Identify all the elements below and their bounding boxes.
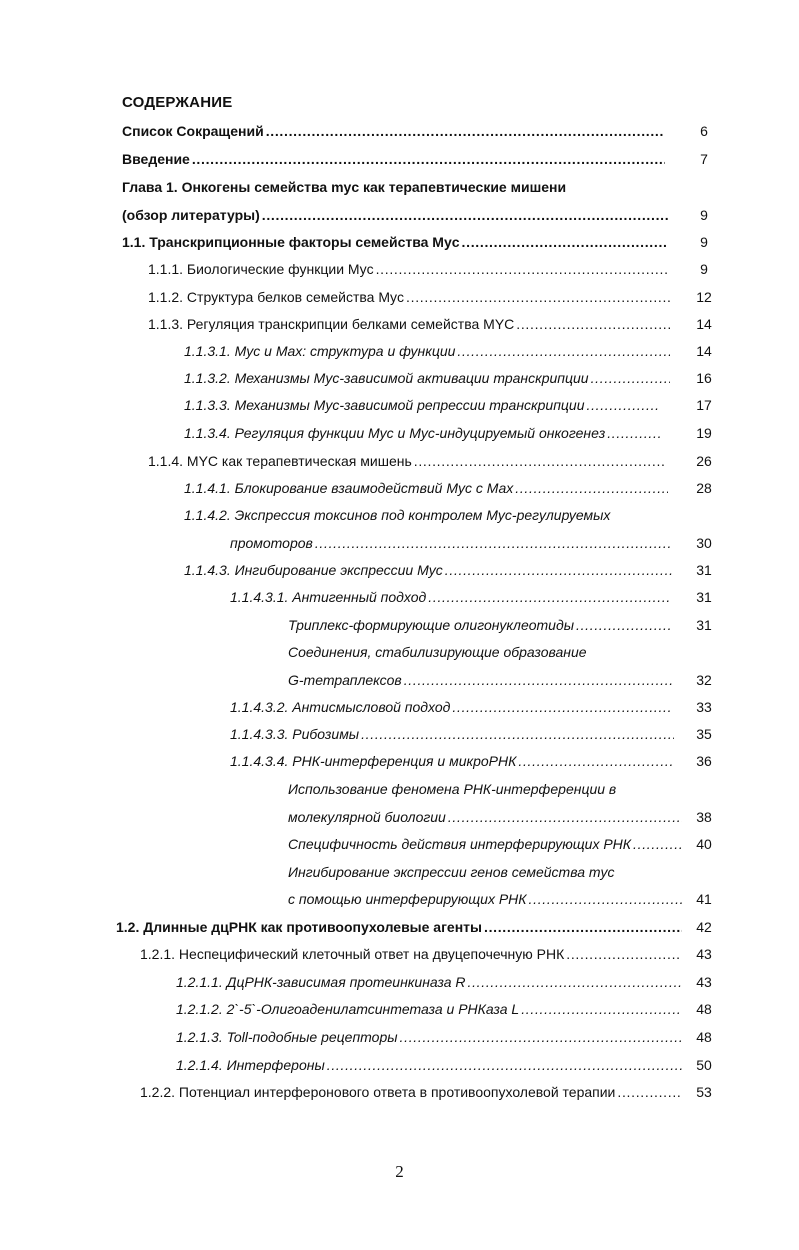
toc-entry: [288, 806, 684, 828]
toc-entry-page: 16: [696, 370, 712, 386]
toc-entry: [184, 340, 672, 362]
toc-entry-page: 32: [696, 672, 712, 688]
toc-entry: [184, 559, 674, 581]
toc-entry: [184, 477, 670, 499]
toc-entry-page: 19: [696, 425, 712, 441]
toc-entry: [230, 586, 672, 608]
toc-entry: [288, 833, 684, 855]
toc-entry-page: 43: [696, 974, 712, 990]
toc-entry-text: 1.1.1. Биологические функции Myc: [148, 261, 374, 277]
toc-entry: [140, 943, 684, 965]
toc-entry-text: 1.1.2. Структура белков семейства Myc: [148, 289, 405, 305]
toc-entry-page: 28: [696, 480, 712, 496]
toc-entry-text: 1.1.4.1. Блокирование взаимодействий Myc с Max: [184, 480, 514, 496]
toc-entry: [184, 504, 684, 526]
toc-entry: [184, 394, 662, 416]
toc-entry: [148, 258, 670, 280]
toc-entry-page: 17: [696, 397, 712, 413]
toc-entry-text: 1.1.3. Регуляция транскрипции белками семейства MYC: [148, 316, 515, 332]
toc-entry-text: молекулярной биологии: [288, 809, 446, 825]
toc-entry-page: 33: [696, 699, 712, 715]
toc-entry-text: 1.1.4.3.4. РНК-интерференция и микроРНК: [230, 753, 517, 769]
toc-entry-text: 1.2.2. Потенциал интерферонового ответа в противоопухолевой терапии: [140, 1084, 616, 1100]
toc-entry-text: 1.1. Транскрипционные факторы семейства Myc: [122, 234, 460, 250]
toc-entry: [176, 998, 684, 1020]
toc-entry-text: 1.1.3.4. Регуляция функции Myc и Myc-индуцируемый онкогенез: [184, 425, 606, 441]
toc-entry-page: 40: [696, 836, 712, 852]
toc-entry-page: 6: [700, 123, 708, 139]
toc-entry: [122, 176, 682, 198]
toc-entry: [122, 231, 670, 253]
toc-entry-text: 1.2.1.4. Интерфероны: [176, 1057, 325, 1073]
toc-entry: [184, 367, 672, 389]
toc-entry: [230, 723, 676, 745]
toc-entry-page: 48: [696, 1029, 712, 1045]
toc-entry-page: 9: [700, 234, 708, 250]
toc-entry-page: 42: [696, 919, 712, 935]
toc-entry-text: с помощью интерферирующих РНК: [288, 891, 527, 907]
toc-entry-page: 9: [700, 207, 708, 223]
toc-entry-page: 31: [696, 562, 712, 578]
toc-entry-text: промоторов: [230, 535, 313, 551]
toc-entry-page: 43: [696, 946, 712, 962]
toc-entry: [122, 120, 667, 142]
toc-entry-text: (обзор литературы): [122, 207, 260, 223]
toc-entry-page: 9: [700, 261, 708, 277]
toc-entry-text: 1.2. Длинные дцРНК как противоопухолевые агенты: [116, 919, 482, 935]
toc-entry: [122, 204, 670, 226]
toc-entry: [288, 888, 684, 910]
toc-entry: [288, 669, 674, 691]
toc-entry: [230, 750, 674, 772]
toc-entry: [176, 971, 684, 993]
toc-entry-text: Триплекс-формирующие олигонуклеотиды: [288, 617, 575, 633]
toc-entry: [288, 861, 668, 883]
toc-entry-text: 1.1.4.3.2. Антисмысловой подход: [230, 699, 451, 715]
toc-entry-text: 1.1.4.3.1. Антигенный подход: [230, 589, 427, 605]
toc-entry: [148, 450, 668, 472]
toc-entry: [116, 916, 684, 938]
toc-entry: [176, 1054, 684, 1076]
toc-entry-page: 50: [696, 1057, 712, 1073]
toc-entry-page: 30: [696, 535, 712, 551]
toc-entry-page: 48: [696, 1001, 712, 1017]
toc-entry-text: 1.1.3.3. Механизмы Myc-зависимой репрессии транскрипции: [184, 397, 585, 413]
toc-entry-text: 1.1.4.2. Экспрессия токсинов под контролем Myc-регулируемых: [184, 507, 611, 523]
toc-entry-text: 1.1.4.3. Ингибирование экспрессии Myc: [184, 562, 443, 578]
toc-entry: [122, 148, 667, 170]
toc-entry-page: 31: [696, 617, 712, 633]
toc-entry-text: G-тетраплексов: [288, 672, 402, 688]
toc-entry: [148, 313, 672, 335]
toc-entry-page: 12: [696, 289, 712, 305]
toc-entry: [288, 641, 668, 663]
toc-entry-text: 1.2.1.3. Toll-подобные рецепторы: [176, 1029, 398, 1045]
toc-entry: [230, 532, 672, 554]
toc-entry-text: 1.2.1. Неспецифический клеточный ответ на двуцепочечную РНК: [140, 946, 565, 962]
toc-title: СОДЕРЖАНИЕ: [122, 94, 233, 111]
toc-entry-text: 1.2.1.1. ДцРНК-зависимая протеинкиназа R: [176, 974, 466, 990]
toc-entry-text: 1.2.1.2. 2`-5`-Олигоаденилатсинтетаза и РНКаза L: [176, 1001, 520, 1017]
toc-entry: [148, 286, 672, 308]
toc-entry-text: Глава 1. Онкогены семейства myc как терапевтические мишени: [122, 179, 567, 195]
toc-entry-text: 1.1.4.3.3. Рибозимы: [230, 726, 360, 742]
toc-entry-text: Использование феномена РНК-интерференции в: [288, 781, 617, 797]
toc-entry-text: Специфичность действия интерферирующих РНК: [288, 836, 632, 852]
toc-entry-text: 1.1.3.1. Myc и Max: структура и функции: [184, 343, 456, 359]
toc-entry: [230, 696, 672, 718]
toc-entry-page: 41: [696, 891, 712, 907]
toc-entry-page: 35: [696, 726, 712, 742]
toc-entry-text: Ингибирование экспрессии генов семейства myc: [288, 864, 615, 880]
toc-entry-page: 14: [696, 316, 712, 332]
toc-entry: [288, 614, 672, 636]
toc-entry-page: 7: [700, 151, 708, 167]
toc-entry-page: 14: [696, 343, 712, 359]
toc-entry: [184, 422, 664, 444]
toc-entry: [140, 1081, 684, 1103]
toc-entry-page: 53: [696, 1084, 712, 1100]
toc-entry-text: Введение: [122, 151, 190, 167]
toc-entry-page: 38: [696, 809, 712, 825]
toc-entry-text: 1.1.3.2. Механизмы Myc-зависимой активации транскрипции: [184, 370, 589, 386]
toc-entry-text: Список Сокращений: [122, 123, 264, 139]
toc-entry-text: Соединения, стабилизирующие образование: [288, 644, 587, 660]
page-number: 2: [395, 1162, 404, 1181]
toc-entry: [176, 1026, 684, 1048]
toc-entry-page: 36: [696, 753, 712, 769]
toc-entry: [288, 778, 668, 800]
toc-entry-page: 31: [696, 589, 712, 605]
toc-entry-text: 1.1.4. MYC как терапевтическая мишень: [148, 453, 412, 469]
toc-entry-page: 26: [696, 453, 712, 469]
